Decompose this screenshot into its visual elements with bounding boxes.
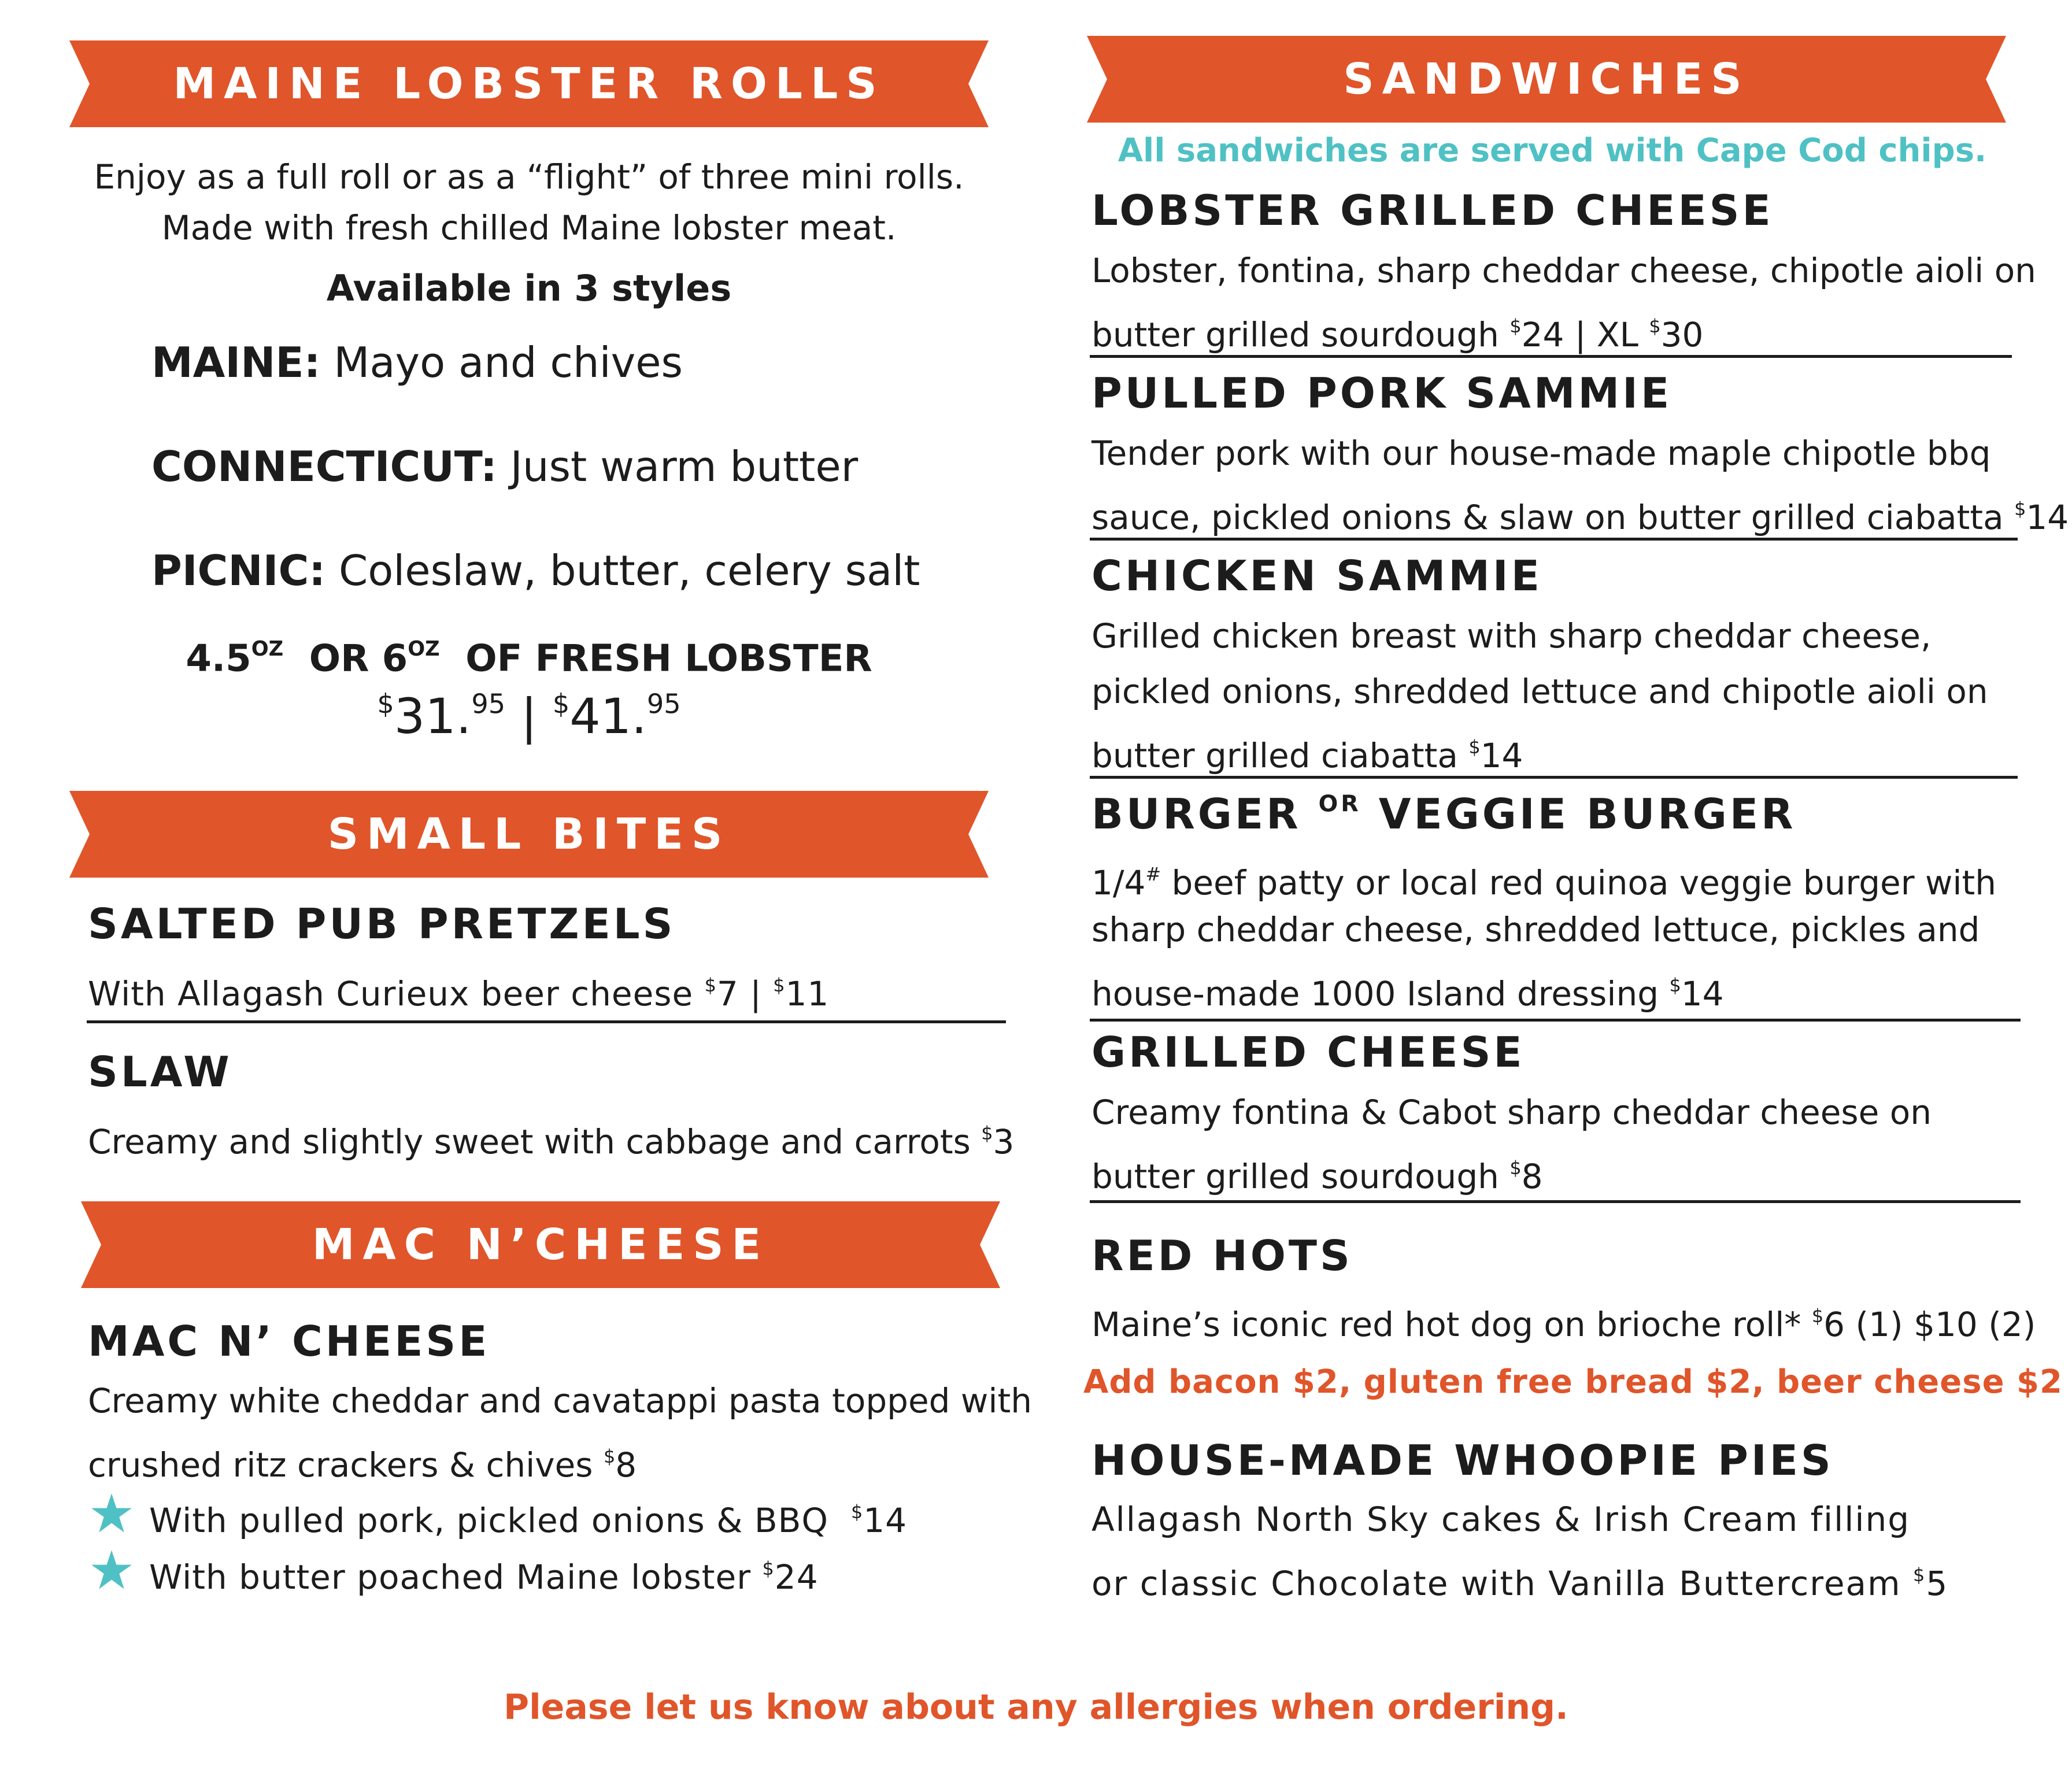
price-b-cents: 95 (646, 688, 681, 720)
banner-title: SANDWICHES (1343, 54, 1750, 104)
item-desc-line: sharp cheddar cheese, shredded lettuce, pickles and (1092, 910, 1980, 949)
currency: $ (704, 974, 717, 996)
divider (87, 1020, 1006, 1023)
star-icon (91, 1549, 132, 1590)
allergy-notice: Please let us know about any allergies when ordering. (504, 1687, 1568, 1727)
item-title-pulled-pork: PULLED PORK SAMMIE (1092, 369, 1673, 417)
item-desc-mac-line2 (88, 1429, 637, 1493)
style-name: MAINE: (151, 338, 321, 387)
sandwich-addons: Add bacon $2, gluten free bread $2, beer cheese $2 (1083, 1363, 2063, 1401)
banner-title: SMALL BITES (327, 809, 731, 859)
price: 5 (1926, 1563, 1949, 1603)
item-desc-pretzels (88, 957, 829, 1022)
desc-text: butter grilled ciabatta (1092, 735, 1458, 775)
item-desc-line (1092, 719, 1523, 783)
item-desc-line: Creamy fontina & Cabot sharp cheddar cheese on (1092, 1093, 1932, 1132)
desc-text: beef patty or local red quinoa veggie burger with (1161, 863, 1997, 902)
size-or: OR 6 (309, 637, 408, 680)
price-a: 31. (394, 688, 472, 745)
title-text: VEGGIE BURGER (1378, 790, 1796, 838)
desc-text: butter grilled sourdough (1092, 314, 1499, 354)
item-title-mac: MAC N’ CHEESE (88, 1317, 490, 1366)
desc-text: butter grilled sourdough (1092, 1156, 1499, 1196)
divider (1090, 538, 2018, 541)
price-sep: | (750, 974, 762, 1013)
desc-text: sauce, pickled onions & slaw on butter grilled ciabatta (1092, 497, 2004, 537)
price: 14 (1480, 735, 1523, 775)
currency: $ (850, 1501, 864, 1523)
price-a-cents: 95 (471, 688, 506, 720)
banner-title: MAC N’CHEESE (312, 1220, 769, 1270)
item-desc-line: Grilled chicken breast with sharp cheddar cheese, (1092, 616, 1932, 656)
item-desc-mac-line1: Creamy white cheddar and cavatappi pasta topped with (88, 1381, 1032, 1420)
item-title-grilled-cheese: GRILLED CHEESE (1092, 1028, 1525, 1076)
currency: $ (1649, 315, 1661, 337)
desc-text: Maine’s iconic red hot dog on brioche roll* (1092, 1304, 1801, 1344)
item-title-pretzels: SALTED PUB PRETZELS (88, 900, 676, 948)
item-desc-line (1092, 957, 1724, 1022)
currency: $ (1913, 1564, 1926, 1586)
price-sep: | (520, 688, 538, 745)
size-a: 4.5 (186, 637, 251, 680)
divider (1090, 355, 2012, 358)
currency: $ (1509, 315, 1522, 337)
price: 24 (1521, 314, 1564, 354)
currency: $ (1811, 1305, 1824, 1327)
item-desc-slaw (88, 1105, 1014, 1170)
item-desc-line: Tender pork with our house-made maple chipotle bbq (1092, 434, 1991, 473)
style-desc: Just warm butter (510, 442, 859, 491)
style-connecticut (151, 442, 858, 491)
desc-text: Creamy and slightly sweet with cabbage and carrots (88, 1122, 971, 1161)
styles-heading: Available in 3 styles (326, 267, 732, 309)
price: 30 (1660, 314, 1704, 354)
banner-mac (81, 1201, 1000, 1288)
price: 24 (774, 1557, 819, 1597)
style-name: PICNIC: (151, 546, 326, 595)
lobster-intro-line1: Enjoy as a full roll or as a “flight” of three mini rolls. (94, 157, 964, 197)
price: 14 (1681, 974, 1724, 1013)
mac-addon-pork (149, 1484, 907, 1548)
currency: $ (981, 1122, 993, 1144)
item-desc-line (1092, 846, 1996, 911)
price: 14 (2026, 497, 2069, 537)
price-sep: | XL (1574, 314, 1638, 354)
addon-text: With butter poached Maine lobster (149, 1557, 752, 1597)
lobster-size-line (0, 637, 1058, 680)
currency: $ (603, 1445, 616, 1467)
price: 8 (1521, 1156, 1543, 1196)
item-desc-line (1092, 481, 2069, 545)
item-desc-line: Lobster, fontina, sharp cheddar cheese, chipotle aioli on (1092, 251, 2036, 290)
item-title-burger (1092, 790, 1796, 838)
banner-sandwiches (1087, 36, 2006, 123)
desc-text: crushed ritz crackers & chives (88, 1445, 593, 1485)
lobster-price-line (0, 688, 1058, 745)
style-desc: Coleslaw, butter, celery salt (338, 546, 920, 595)
price: 7 (716, 974, 739, 1013)
divider (1090, 776, 2018, 779)
style-name: CONNECTICUT: (151, 442, 497, 491)
divider (1090, 1019, 2021, 1022)
style-maine (151, 338, 683, 387)
banner-small-bites (69, 791, 989, 878)
item-desc-line (1092, 1140, 1543, 1204)
currency: $ (1468, 736, 1481, 758)
price: 14 (863, 1500, 908, 1540)
item-title-lobster-grilled-cheese: LOBSTER GRILLED CHEESE (1092, 186, 1774, 235)
currency: $ (377, 688, 394, 720)
lobster-intro-line2: Made with fresh chilled Maine lobster meat. (161, 208, 897, 247)
item-desc-line (1092, 298, 1703, 362)
item-desc-line: pickled onions, shredded lettuce and chipotle aioli on (1092, 672, 1988, 711)
title-or: OR (1318, 790, 1361, 817)
price-b: 41. (569, 688, 647, 745)
addon-text: With pulled pork, pickled onions & BBQ (149, 1500, 829, 1540)
style-picnic (151, 546, 920, 595)
sandwiches-note: All sandwiches are served with Cape Cod chips. (1118, 132, 1987, 169)
desc-text: With Allagash Curieux beer cheese (88, 974, 694, 1013)
banner-title: MAINE LOBSTER ROLLS (173, 59, 885, 109)
size-unit: OZ (251, 637, 284, 661)
desc-text: house-made 1000 Island dressing (1092, 974, 1659, 1013)
size-tail: OF FRESH LOBSTER (465, 637, 872, 680)
price: 3 (993, 1122, 1015, 1161)
currency: $ (1509, 1157, 1522, 1179)
currency: $ (2014, 498, 2026, 520)
price: 11 (785, 974, 830, 1013)
title-text: BURGER (1092, 790, 1301, 838)
price: 8 (615, 1445, 637, 1485)
pound-mark: # (1145, 863, 1161, 885)
size-unit: OZ (408, 637, 440, 661)
item-desc-line (1092, 1288, 2036, 1352)
star-icon (91, 1493, 132, 1533)
price: 6 (1) $10 (2) (1823, 1304, 2036, 1344)
currency: $ (1669, 974, 1681, 996)
currency: $ (773, 974, 786, 996)
banner-lobster-rolls (69, 40, 989, 127)
currency: $ (552, 688, 570, 720)
currency: $ (762, 1557, 775, 1579)
desc-text: 1/4 (1092, 863, 1146, 902)
style-desc: Mayo and chives (334, 338, 683, 387)
item-desc-line (1092, 1547, 1948, 1611)
item-title-whoopie: HOUSE-MADE WHOOPIE PIES (1092, 1436, 1834, 1485)
mac-addon-lobster (149, 1541, 819, 1605)
desc-text: or classic Chocolate with Vanilla Buttercream (1092, 1563, 1901, 1603)
item-title-chicken: CHICKEN SAMMIE (1092, 552, 1542, 600)
divider (1090, 1200, 2021, 1203)
item-desc-line: Allagash North Sky cakes & Irish Cream filling (1092, 1500, 1911, 1539)
item-title-red-hots: RED HOTS (1092, 1231, 1353, 1280)
item-title-slaw: SLAW (88, 1048, 232, 1096)
